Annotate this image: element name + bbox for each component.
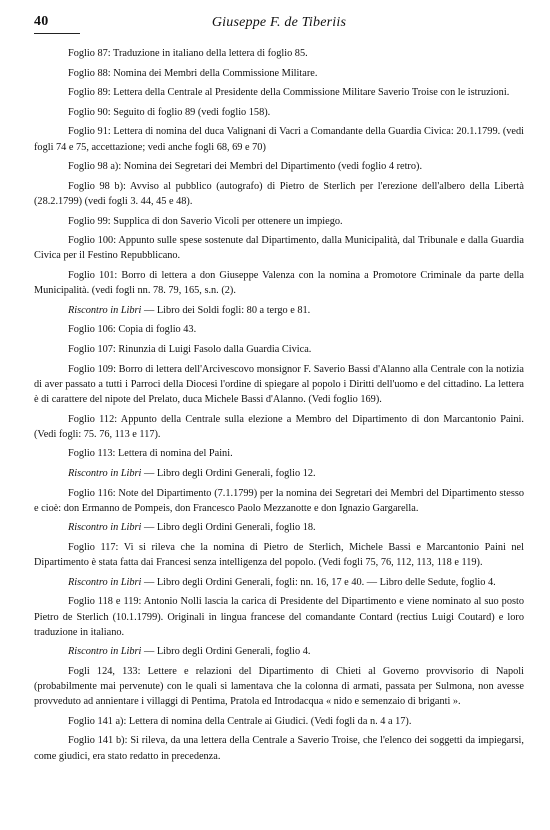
entry-paragraph — [34, 159, 524, 174]
entry-paragraph — [34, 466, 524, 481]
entry-text: Appunto sulle spese sostenute dal Dipartimento, dalla Municipalità, dal Tribunale e dalla Guardia Civica per il Festino Repubblicano. — [34, 235, 524, 262]
entry-text: Rinunzia di Luigi Fasolo dalla Guardia Civica. — [115, 343, 312, 355]
entry-label: Foglio 106: — [68, 324, 116, 336]
entry-text: — Libro degli Ordini Generali, foglio 4. — [141, 646, 311, 658]
entry-label: Foglio 117: — [68, 541, 119, 553]
entry-label: Riscontro in Libri — [68, 467, 142, 479]
running-title: Giuseppe F. de Tiberiis — [211, 15, 347, 30]
header-rule — [34, 33, 80, 34]
entry-label: Riscontro in Libri — [68, 646, 142, 658]
page-header — [34, 14, 524, 36]
entry-text: Seguito di foglio 89 (vedi foglio 158). — [110, 106, 271, 118]
entry-text: Appunto della Centrale sulla elezione a Membro del Dipartimento di don Marcantonio Paini. (Vedi fogli: 75. 76, 113 e 117). — [34, 413, 524, 440]
entry-label: Riscontro in Libri — [68, 304, 142, 316]
entry-label: Foglio 89: — [68, 87, 111, 99]
entry-text: Nomina dei Membri della Commissione Militare. — [110, 67, 318, 79]
entry-paragraph — [34, 520, 524, 535]
entry-text: Supplica di don Saverio Vicoli per ottenere un impiego. — [110, 215, 343, 227]
entry-label: Foglio 87: — [68, 48, 111, 59]
entry-paragraph — [34, 322, 524, 337]
entry-label: Foglio 141 b): — [68, 735, 128, 747]
entry-text: Vi si rileva che la nomina di Pietro de Sterlich, Michele Bassi e Marcantonio Paini nel Dipartimento è stata fatta dai Francesi senza intelligenza del popolo. (Vedi fogli 75, 76, 112, 113, 118 e 119). — [34, 541, 524, 569]
entry-text: Lettera della Centrale al Presidente della Commissione Militare Saverio Troise con le istruzioni. — [110, 87, 510, 99]
entry-paragraph — [34, 714, 524, 729]
entry-paragraph — [34, 575, 524, 590]
entry-paragraph — [34, 362, 524, 408]
entry-text: Lettera di nomina del Paini. — [115, 448, 233, 460]
entry-paragraph — [34, 179, 524, 209]
entry-paragraph — [34, 105, 524, 120]
entry-label: Foglio 100: — [68, 235, 117, 247]
entry-text: — Libro degli Ordini Generali, foglio 18. — [141, 522, 316, 534]
entry-paragraph — [34, 446, 524, 461]
entry-label: Foglio 107: — [68, 343, 116, 355]
entry-label: Fogli 124, 133: — [68, 665, 141, 677]
entry-label: Foglio 99: — [68, 215, 111, 227]
entry-list — [34, 46, 524, 764]
entry-label: Foglio 109: — [68, 363, 116, 375]
entry-paragraph — [34, 233, 524, 263]
entry-label: Foglio 118 e 119: — [68, 596, 142, 608]
entry-paragraph — [34, 46, 524, 61]
entry-text: — Libro degli Ordini Generali, fogli: nn. 16, 17 e 40. — Libro delle Sedute, foglio 4. — [141, 576, 496, 588]
entry-text: Note del Dipartimento (7.1.1799) per la nomina dei Segretari dei Membri del Dipartimento stesso e cioè: don Ermanno de Pompeis, don Francesco Paolo Mezzanotte e don Ignazio Gargarella. — [34, 487, 524, 514]
page-number: 40 — [34, 14, 49, 29]
entry-paragraph — [34, 66, 524, 81]
entry-label: Foglio 91: — [68, 126, 111, 138]
entry-paragraph — [34, 214, 524, 229]
entry-label: Riscontro in Libri — [68, 522, 142, 534]
entry-paragraph — [34, 486, 524, 516]
entry-text: — Libro degli Ordini Generali, foglio 12. — [141, 467, 316, 479]
entry-label: Foglio 98 b): — [68, 180, 126, 192]
entry-paragraph — [34, 303, 524, 318]
entry-paragraph — [34, 540, 524, 570]
entry-text: Borro di lettera a don Giuseppe Valenza con la nomina a Promotore Criminale da parte della Municipalità. (vedi fogli nn. 78. 79, 165, s.n. (2). — [34, 269, 524, 297]
entry-label: Foglio 141 a): — [68, 715, 127, 727]
entry-label: Riscontro in Libri — [68, 576, 142, 588]
entry-paragraph — [34, 664, 524, 710]
entry-label: Foglio 90: — [68, 106, 111, 118]
entry-label: Foglio 88: — [68, 67, 111, 79]
entry-text: Si rileva, da una lettera della Centrale a Saverio Troise, che l'elenco dei soggetti da impiegarsi, come giudici, era stato redatto in precedenza. — [34, 735, 524, 762]
entry-label: Foglio 101: — [68, 269, 118, 281]
entry-text: Nomina dei Segretari dei Membri del Dipartimento (vedi foglio 4 retro). — [121, 161, 423, 173]
entry-paragraph — [34, 268, 524, 298]
entry-text: Lettere e relazioni del Dipartimento di Chieti al Governo provvisorio di Napoli (probabilmente mai pervenute) con le quali si lamentava che la colonna di armati, passata per Sulmona, non avesse provveduto ad annientare i villaggi di Pentima, Pratola ed Introdacqua « nido e semenzaio di briganti ». — [34, 665, 524, 708]
entry-label: Foglio 112: — [68, 413, 118, 425]
entry-text: Copia di foglio 43. — [115, 324, 197, 336]
entry-text: Avviso al pubblico (autografo) di Pietro de Sterlich per l'erezione dell'albero della Libertà (28.2.1799) (vedi fogli 3. 44, 45 e 48). — [34, 180, 524, 207]
entry-text: — Libro dei Soldi fogli: 80 a tergo e 81. — [141, 304, 311, 316]
entry-paragraph — [34, 412, 524, 442]
entry-label: Foglio 116: — [68, 487, 116, 499]
entry-text: Borro di lettera dell'Arcivescovo monsignor F. Saverio Bassi d'Alanno alla Centrale con la notizia di aver passato a tutti i Parroci della Diocesi l'ordine di spiegare al popolo i Diritti dell'uomo e del cittadino. La lettera è di carattere del nipote del Prelato, duca Michele Bassi d'Alanno. (Vedi foglio 169). — [34, 363, 524, 405]
entry-text: Lettera di nomina del duca Valignani di Vacri a Comandante della Guardia Civica: 20.1.1799. (vedi fogli 74 e 75, accettazione; vedi anche fogli 68, 69 e 70) — [34, 126, 524, 153]
entry-label: Foglio 98 a): — [68, 161, 122, 173]
entry-paragraph — [34, 85, 524, 100]
entry-label: Foglio 113: — [68, 448, 116, 460]
entry-paragraph — [34, 342, 524, 357]
entry-paragraph — [34, 733, 524, 763]
entry-paragraph — [34, 124, 524, 154]
entry-text: Antonio Nolli lascia la carica di Presidente del Dipartimento e viene nominato al suo posto Pietro de Sterlich (10.1.1799). Originali in lingua francese del comandante Contard (rectius Luigi Coutard) e loro traduzione in italiano. — [34, 596, 524, 638]
entry-text: Traduzione in italiano della lettera di foglio 85. — [110, 48, 308, 59]
entry-paragraph — [34, 644, 524, 659]
entry-paragraph — [34, 594, 524, 640]
entry-text: Lettera di nomina della Centrale ai Giudici. (Vedi fogli da n. 4 a 17). — [126, 715, 412, 727]
